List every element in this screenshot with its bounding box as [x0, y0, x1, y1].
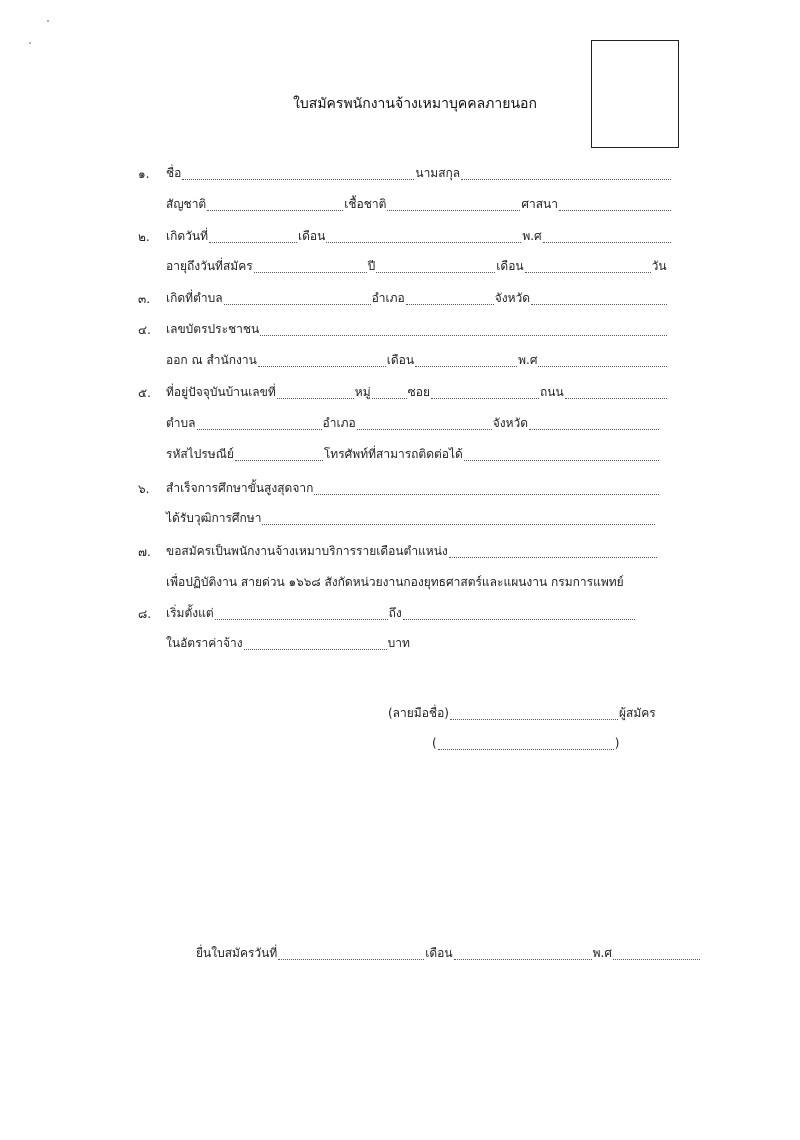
- fill-in-field[interactable]: [525, 261, 651, 273]
- field-label: จังหวัด: [492, 416, 529, 430]
- fill-in-field[interactable]: [244, 638, 387, 650]
- signature-label: (ลายมือชื่อ): [388, 706, 449, 720]
- submit-day-field[interactable]: [278, 948, 424, 960]
- form-row: [166, 573, 624, 589]
- fill-in-field[interactable]: [235, 449, 323, 461]
- fill-in-field[interactable]: [559, 199, 671, 211]
- field-label: จังหวัด: [494, 291, 531, 305]
- form-row: [166, 634, 410, 650]
- item-number: ๗.: [138, 545, 151, 559]
- submit-month-field[interactable]: [454, 948, 592, 960]
- field-label: รหัสไปรษณีย์: [166, 447, 234, 461]
- form-row: [166, 604, 636, 620]
- signature-field[interactable]: [450, 708, 618, 720]
- field-label: เลขบัตรประชาชน: [166, 322, 260, 336]
- fill-in-field[interactable]: [461, 168, 671, 180]
- field-label: สำเร็จการศึกษาขั้นสูงสุดจาก: [166, 481, 314, 495]
- fill-in-field[interactable]: [182, 168, 414, 180]
- fill-in-field[interactable]: [531, 293, 667, 305]
- fill-in-field[interactable]: [254, 261, 367, 273]
- fill-in-field[interactable]: [406, 293, 494, 305]
- item-number: ๑.: [138, 167, 150, 181]
- submit-date-line: [196, 944, 701, 960]
- item-number: ๖.: [138, 482, 150, 496]
- fill-in-field[interactable]: [260, 324, 667, 336]
- fill-in-field[interactable]: [197, 418, 322, 430]
- field-label: ถนน: [540, 385, 564, 399]
- form-row: [166, 509, 656, 525]
- fill-in-field[interactable]: [543, 231, 671, 243]
- fill-in-field[interactable]: [262, 513, 655, 525]
- signature-line: [388, 704, 656, 720]
- fill-in-field[interactable]: [376, 261, 495, 273]
- submit-month-label: เดือน: [425, 946, 453, 960]
- fill-in-field[interactable]: [538, 355, 667, 367]
- field-label: หมู่: [354, 385, 371, 399]
- field-label: เชื้อชาติ: [344, 197, 387, 211]
- fill-in-field[interactable]: [215, 608, 388, 620]
- field-label: เริ่มตั้งแต่: [166, 606, 214, 620]
- open-paren: (: [432, 736, 437, 750]
- close-paren: ): [614, 736, 620, 750]
- item-number: ๔.: [138, 323, 151, 337]
- field-label: วัน: [651, 259, 667, 273]
- field-label: ที่อยู่ปัจจุบันบ้านเลขที่: [166, 385, 276, 399]
- submit-year-label: พ.ศ: [592, 946, 612, 960]
- field-label: นามสกุล: [415, 166, 461, 180]
- field-label: เดือน: [298, 229, 326, 243]
- fill-in-field[interactable]: [403, 608, 635, 620]
- item-number: ๘.: [138, 607, 152, 621]
- field-label: ปี: [367, 259, 376, 273]
- form-row: [166, 289, 668, 305]
- form-row: [166, 445, 660, 461]
- field-label: ศาสนา: [521, 197, 558, 211]
- form-row: [166, 383, 668, 399]
- form-row: [166, 257, 672, 273]
- form-row: [166, 542, 658, 558]
- form-row: [166, 351, 668, 367]
- applicant-label: ผู้สมัคร: [618, 706, 656, 720]
- printed-name-field[interactable]: [438, 738, 614, 750]
- field-label: ขอสมัครเป็นพนักงานจ้างเหมาบริการรายเดือนตำแหน่ง: [166, 544, 448, 558]
- form-row: [166, 164, 672, 180]
- printed-name-line: [432, 734, 619, 750]
- submit-year-field[interactable]: [613, 948, 700, 960]
- field-label: พ.ศ: [518, 353, 538, 367]
- fill-in-field[interactable]: [464, 449, 659, 461]
- field-label: ซอย: [407, 385, 430, 399]
- field-label: ในอัตราค่าจ้าง: [166, 636, 243, 650]
- item-number: ๓.: [138, 292, 151, 306]
- field-label: ออก ณ สำนักงาน: [166, 353, 257, 367]
- fill-in-field[interactable]: [387, 199, 520, 211]
- submit-day-label: ยื่นใบสมัครวันที่: [196, 946, 278, 960]
- form-row: [166, 227, 672, 243]
- form-row: [166, 479, 660, 495]
- scan-speck: [47, 20, 49, 22]
- field-label: โทรศัพท์ที่สามารถติดต่อได้: [323, 447, 463, 461]
- fill-in-field[interactable]: [314, 483, 659, 495]
- fill-in-field[interactable]: [372, 387, 407, 399]
- field-label: ตำบล: [166, 416, 196, 430]
- fill-in-field[interactable]: [431, 387, 539, 399]
- fill-in-field[interactable]: [277, 387, 354, 399]
- field-label: สัญชาติ: [166, 197, 207, 211]
- field-label: เกิดที่ตำบล: [166, 291, 223, 305]
- field-label: อำเภอ: [371, 291, 405, 305]
- fill-in-field[interactable]: [258, 355, 386, 367]
- field-label: เพื่อปฏิบัติงาน สายด่วน ๑๖๖๘ สังกัดหน่วยงานกองยุทธศาสตร์และแผนงาน กรมการแพทย์: [166, 575, 624, 589]
- field-label: ได้รับวุฒิการศึกษา: [166, 511, 262, 525]
- fill-in-field[interactable]: [565, 387, 667, 399]
- field-label: เดือน: [496, 259, 524, 273]
- fill-in-field[interactable]: [207, 199, 343, 211]
- form-title: ใบสมัครพนักงานจ้างเหมาบุคคลภายนอก: [293, 96, 537, 112]
- field-label: พ.ศ: [522, 229, 542, 243]
- field-label: ชื่อ: [166, 166, 182, 180]
- fill-in-field[interactable]: [449, 546, 657, 558]
- field-label: เกิดวันที่: [166, 229, 209, 243]
- form-row: [166, 414, 660, 430]
- item-number: ๒.: [138, 230, 150, 244]
- form-row: [166, 320, 668, 336]
- photo-box: [591, 40, 679, 148]
- field-label: อำเภอ: [322, 416, 356, 430]
- fill-in-field[interactable]: [357, 418, 492, 430]
- field-label: บาท: [387, 636, 410, 650]
- fill-in-field[interactable]: [415, 355, 517, 367]
- fill-in-field[interactable]: [326, 231, 521, 243]
- item-number: ๕.: [138, 386, 151, 400]
- fill-in-field[interactable]: [209, 231, 297, 243]
- fill-in-field[interactable]: [224, 293, 371, 305]
- form-row: [166, 195, 672, 211]
- field-label: เดือน: [386, 353, 415, 367]
- fill-in-field[interactable]: [529, 418, 659, 430]
- field-label: อายุถึงวันที่สมัคร: [166, 259, 253, 273]
- field-label: ถึง: [388, 606, 402, 620]
- scan-speck: [29, 42, 31, 44]
